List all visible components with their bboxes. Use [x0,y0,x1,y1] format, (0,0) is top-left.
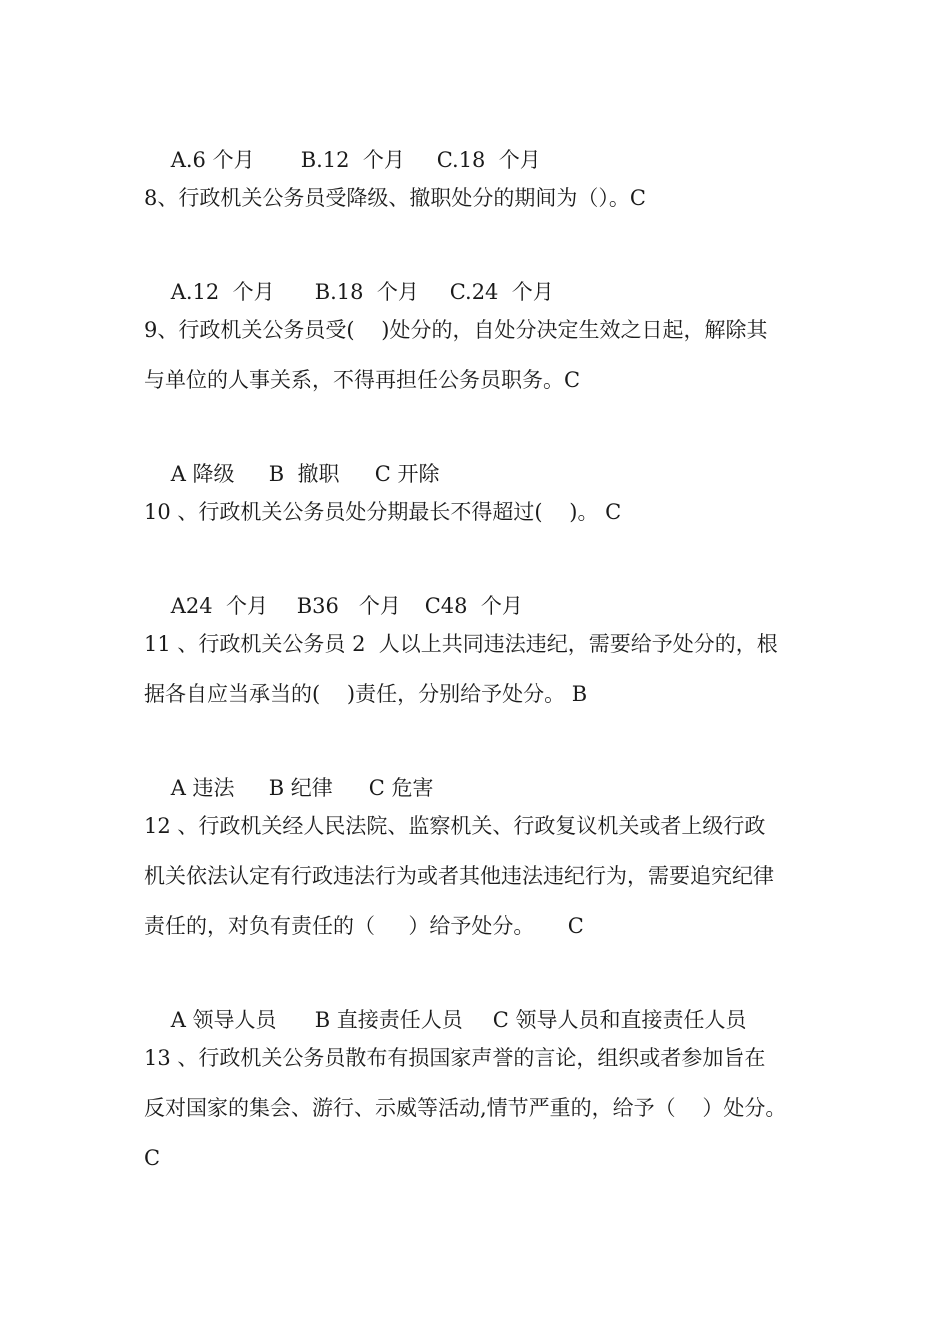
question-9-line-1: 9、行政机关公务员受( )处分的，自处分决定生效之日起，解除其 [144,318,768,342]
option-a: A.6 个月 [170,148,255,172]
question-12-line-3: 责任的，对负有责任的（ ）给予处分。 C [144,914,584,938]
option-b: B36 个月 [296,594,401,618]
option-a: A 降级 [170,462,235,486]
question-11-line-1: 11 、行政机关公务员 2 人以上共同违法违纪，需要给予处分的，根 [144,632,778,656]
question-13-answer: C [144,1146,161,1170]
question-13-line-1: 13 、行政机关公务员散布有损国家声誉的言论，组织或者参加旨在 [144,1046,766,1070]
question-9-line-2: 与单位的人事关系，不得再担任公务员职务。C [144,368,581,392]
option-c: C48 个月 [424,594,523,618]
option-c: C 领导人员和直接责任人员 [492,1008,747,1032]
question-13-line-2: 反对国家的集会、游行、示威等活动,情节严重的，给予（ ）处分。 [144,1096,787,1120]
option-b: B 纪律 [268,776,333,800]
question-10: 10 、行政机关公务员处分期最长不得超过( )。 C [144,500,622,524]
option-c: C.18 个月 [436,148,541,172]
option-a: A24 个月 [170,594,268,618]
option-b: B.18 个月 [314,280,419,304]
question-8: 8、行政机关公务员受降级、撤职处分的期间为（）。C [144,186,646,210]
question-11-line-2: 据各自应当承当的( )责任，分别给予处分。 B [144,682,588,706]
option-b: B 撤职 [268,462,340,486]
option-a: A 领导人员 [170,1008,277,1032]
question-12-line-1: 12 、行政机关经人民法院、监察机关、行政复议机关或者上级行政 [144,814,766,838]
option-b: B.12 个月 [300,148,405,172]
option-b: B 直接责任人员 [314,1008,463,1032]
question-12-line-2: 机关依法认定有行政违法行为或者其他违法违纪行为，需要追究纪律 [144,864,774,888]
option-a: A 违法 [170,776,235,800]
option-c: C.24 个月 [449,280,554,304]
option-c: C 危害 [368,776,434,800]
option-c: C 开除 [374,462,440,486]
option-a: A.12 个月 [170,280,275,304]
